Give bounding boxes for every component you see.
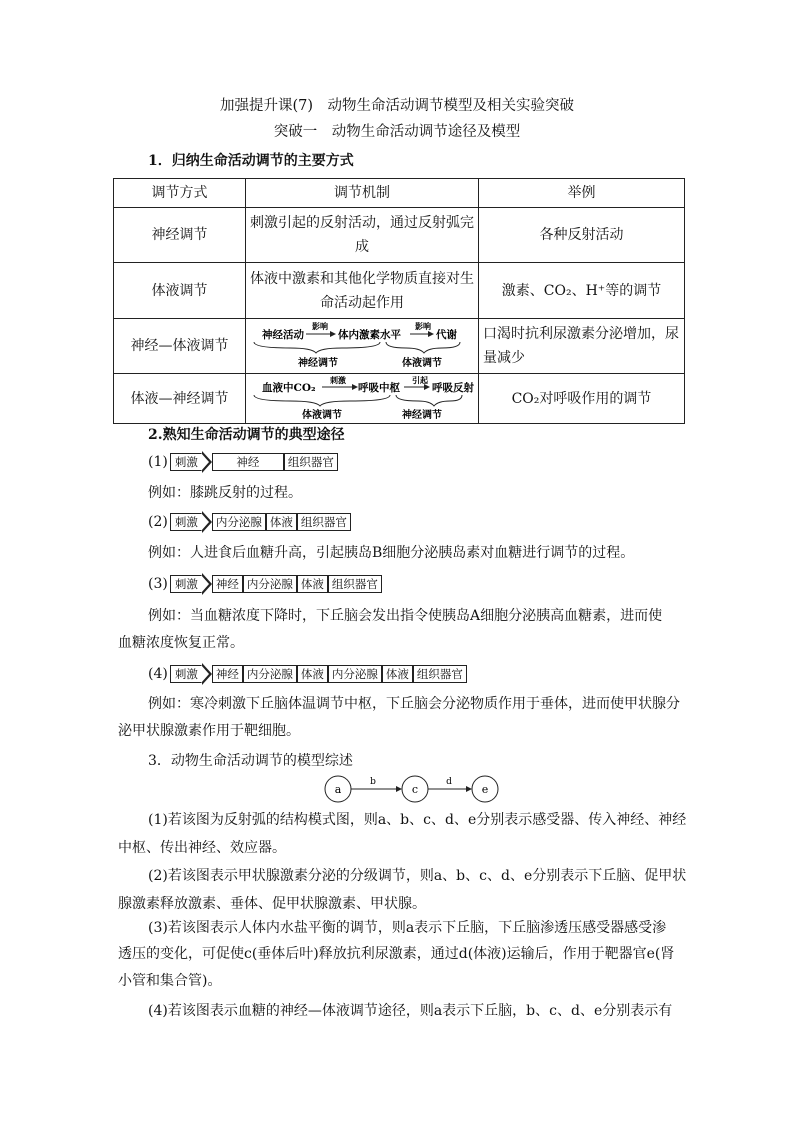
model-node-label: e [481,783,489,796]
example-text: 例如：膝跳反射的过程。 [148,485,302,501]
brace [396,395,462,406]
pathway-box: 神经 [212,575,243,593]
pathway-1 [148,451,338,473]
regulation-table [113,178,685,424]
arrow-head [330,331,336,337]
paragraph-line: (2)若该图表示甲状腺激素分泌的分级调节，则a、b、c、d、e分别表示下丘脑、促甲状 [148,868,687,884]
arrow-head [466,786,472,792]
arrow-head [396,786,402,792]
arrow-label: 影响 [415,321,431,331]
example-text: 例如：寒冷刺激下丘脑体温调节中枢，下丘脑会分泌物质作用于垂体，进而使甲状腺分 [148,696,680,712]
arrow-head [428,331,434,337]
arrow-label: 引起 [412,374,428,385]
pathway-label: (2) [148,514,168,530]
model-edge-label: b [370,777,376,787]
stimulus-arrow [170,663,212,685]
diagram-node: 体内激素水平 [338,329,401,341]
table-cell: 神经—体液调节 [114,319,246,374]
stimulus-arrow [170,451,212,473]
pathway-3 [148,573,382,595]
stimulus-arrow [170,573,212,595]
arrow-icon [202,451,212,473]
stimulus-label: 刺激 [170,575,202,593]
table-cell [246,319,479,374]
table-header: 举例 [479,179,685,208]
brace-label: 神经调节 [402,409,442,421]
paragraph-line: (3)若该图表示人体内水盐平衡的调节，则a表示下丘脑，下丘脑渗透压感受器感受渗 [148,920,667,936]
arrow-icon [202,663,212,685]
table-cell: 神经调节 [114,208,246,263]
paragraph-line: (1)若该图为反射弧的结构模式图，则a、b、c、d、e分别表示感受器、传入神经、神经 [148,812,687,828]
section-title: 突破一 动物生命活动调节途径及模型 [273,124,521,140]
paragraph-line: 小管和集合管)。 [118,973,222,989]
pathway-label: (1) [148,454,168,470]
table-cell [246,374,479,424]
model-edge-label: d [446,777,452,787]
pathway-box: 组织器官 [413,665,467,683]
diagram-node-visible: 呼吸反射 [432,381,474,394]
pathway-box: 神经 [212,453,284,471]
brace-label: 体液调节 [402,358,442,369]
pathway-box: 体液 [266,513,297,531]
table-cell: 刺激引起的反射活动，通过反射弧完成 [246,208,479,263]
heading-3: 3．动物生命活动调节的模型综述 [148,753,353,769]
diagram-node: 血液中CO₂ [262,381,316,394]
table-cell: CO₂对呼吸作用的调节 [479,374,685,424]
diagram-node: 呼吸中枢 [358,381,400,394]
table-cell: 体液调节 [114,263,246,319]
pathway-box: 内分泌腺 [212,513,266,531]
paragraph-line: (4)若该图表示血糖的神经—体液调节途径，则a表示下丘脑，b、c、d、e分别表示有 [148,1003,673,1019]
pathway-box: 体液 [382,665,413,683]
diagram-node: 代谢 [436,329,457,341]
brace-label: 神经调节 [298,358,338,369]
pathway-box: 内分泌腺 [243,575,297,593]
pathway-box: 内分泌腺 [328,665,382,683]
table-row [114,374,685,424]
brace [254,395,390,406]
table-cell: 体液—神经调节 [114,374,246,424]
heading-2: 2.熟知生命活动调节的典型途径 [148,427,345,443]
example-text: 血糖浓度恢复正常。 [118,635,244,651]
stimulus-arrow [170,511,212,533]
pathway-box: 内分泌腺 [243,665,297,683]
humoral-neuro-diagram [250,374,474,421]
model-diagram [318,772,504,806]
diagram-node: 神经活动 [262,329,304,341]
paragraph-line: 腺激素释放激素、垂体、促甲状腺激素、甲状腺。 [118,896,426,912]
pathway-box: 体液 [297,575,328,593]
stimulus-label: 刺激 [170,513,202,531]
heading-1: 1．归纳生命活动调节的主要方式 [148,153,354,169]
table-header: 调节机制 [246,179,479,208]
table-cell: 激素、CO₂、H⁺等的调节 [479,263,685,319]
example-text: 泌甲状腺激素作用于靶细胞。 [118,723,300,739]
table-row [114,263,685,319]
table-cell: 体液中激素和其他化学物质直接对生命活动起作用 [246,263,479,319]
example-text: 例如：当血糖浓度下降时，下丘脑会发出指令使胰岛A细胞分泌胰高血糖素，进而使 [148,608,663,624]
neuro-humoral-diagram [250,322,464,370]
example-text: 例如：人进食后血糖升高，引起胰岛B细胞分泌胰岛素对血糖进行调节的过程。 [148,545,635,561]
brace-label: 体液调节 [302,409,342,421]
model-node-label: c [411,783,419,796]
arrow-icon [202,573,212,595]
pathway-label: (4) [148,666,168,682]
arrow-label: 影响 [312,321,328,331]
pathway-box: 组织器官 [328,575,382,593]
pathway-4 [148,663,467,685]
model-node-label: a [334,783,342,796]
stimulus-label: 刺激 [170,453,202,471]
stimulus-label: 刺激 [170,665,202,683]
brace [386,342,460,353]
pathway-box: 组织器官 [284,453,338,471]
brace [254,342,380,353]
table-row [114,208,685,263]
pathway-box: 神经 [212,665,243,683]
table-cell: 口渴时抗利尿激素分泌增加，尿量减少 [479,319,685,374]
paragraph-line: 中枢、传出神经、效应器。 [118,840,286,856]
table-cell: 各种反射活动 [479,208,685,263]
arrow-icon [202,511,212,533]
pathway-label: (3) [148,576,168,592]
table-header: 调节方式 [114,179,246,208]
pathway-box: 体液 [297,665,328,683]
pathway-box: 组织器官 [297,513,351,531]
lesson-title: 加强提升课(7) 动物生命活动调节模型及相关实验突破 [219,98,575,114]
paragraph-line: 透压的变化，可促使c(垂体后叶)释放抗利尿激素，通过d(体液)运输后，作用于靶器官e(肾 [118,946,675,962]
table-row [114,319,685,374]
pathway-2 [148,511,351,533]
table-header-row [114,179,685,208]
arrow-label: 刺激 [330,374,346,385]
